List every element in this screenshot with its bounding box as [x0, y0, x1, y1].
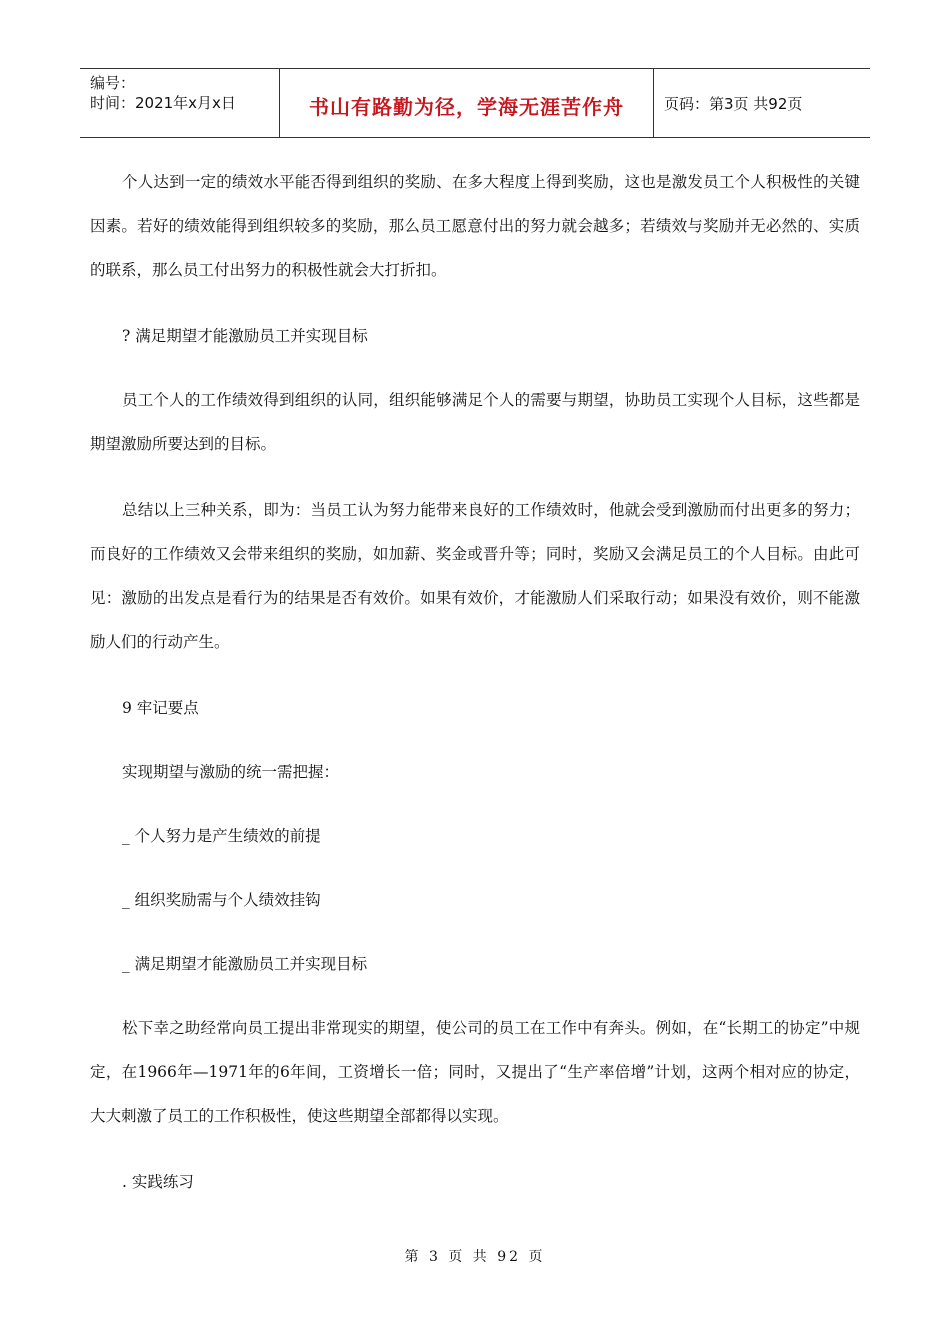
page-footer: 第 3 页 共 92 页: [404, 1249, 546, 1265]
document-body: [90, 160, 860, 1224]
heading-practice: . 实践练习: [122, 1173, 194, 1191]
header-motto-cell: [280, 69, 654, 137]
page-number-label: 页码：第3页 共92页: [664, 94, 803, 113]
paragraph-goal: 员工个人的工作绩效得到组织的认同，组织能够满足个人的需要与期望，协助员工实现个人目标，这些都是期望激励所要达到的目标。: [90, 391, 860, 453]
page-header: [80, 68, 870, 138]
time-label: 时间：2021年x月x日: [90, 94, 236, 112]
paragraph-summary: 总结以上三种关系，即为：当员工认为努力能带来良好的工作绩效时，他就会受到激励而付出更多的努力；而良好的工作绩效又会带来组织的奖励，如加薪、奖金或晋升等；同时，奖励又会满足员工的个人目标。由此可见：激励的出发点是看行为的结果是否有效价。如果有效价，才能激励人们采取行动；如果没有效价，则不能激励人们的行动产生。: [90, 501, 860, 651]
header-page-cell: [654, 69, 870, 137]
paragraph-reward-performance: 个人达到一定的绩效水平能否得到组织的奖励、在多大程度上得到奖励，这也是激发员工个人积极性的关键因素。若好的绩效能得到组织较多的奖励，那么员工愿意付出的努力就会越多；若绩效与奖励并无必然的、实质的联系，那么员工付出努力的积极性就会大打折扣。: [90, 173, 860, 279]
heading-key-points: 9 牢记要点: [122, 699, 199, 717]
key-points-intro: 实现期望与激励的统一需把握：: [122, 763, 340, 781]
motto-text: 书山有路勤为径，学海无涯苦作舟: [309, 94, 624, 119]
header-meta: [80, 69, 280, 137]
paragraph-matsushita-example: 松下幸之助经常向员工提出非常现实的期望，使公司的员工在工作中有奔头。例如，在“长期工的协定”中规定，在1966年—1971年的6年间，工资增长一倍；同时，又提出了“生产率倍增”计划，这两个相对应的协定，大大刺激了员工的工作积极性，使这些期望全部都得以实现。: [90, 1019, 860, 1125]
heading-satisfy-expectations: ? 满足期望才能激励员工并实现目标: [122, 327, 368, 345]
key-point-item: _ 满足期望才能激励员工并实现目标: [122, 955, 368, 973]
key-point-item: _ 个人努力是产生绩效的前提: [122, 827, 321, 845]
key-point-item: _ 组织奖励需与个人绩效挂钩: [122, 891, 321, 909]
serial-label: 编号：: [90, 74, 136, 92]
